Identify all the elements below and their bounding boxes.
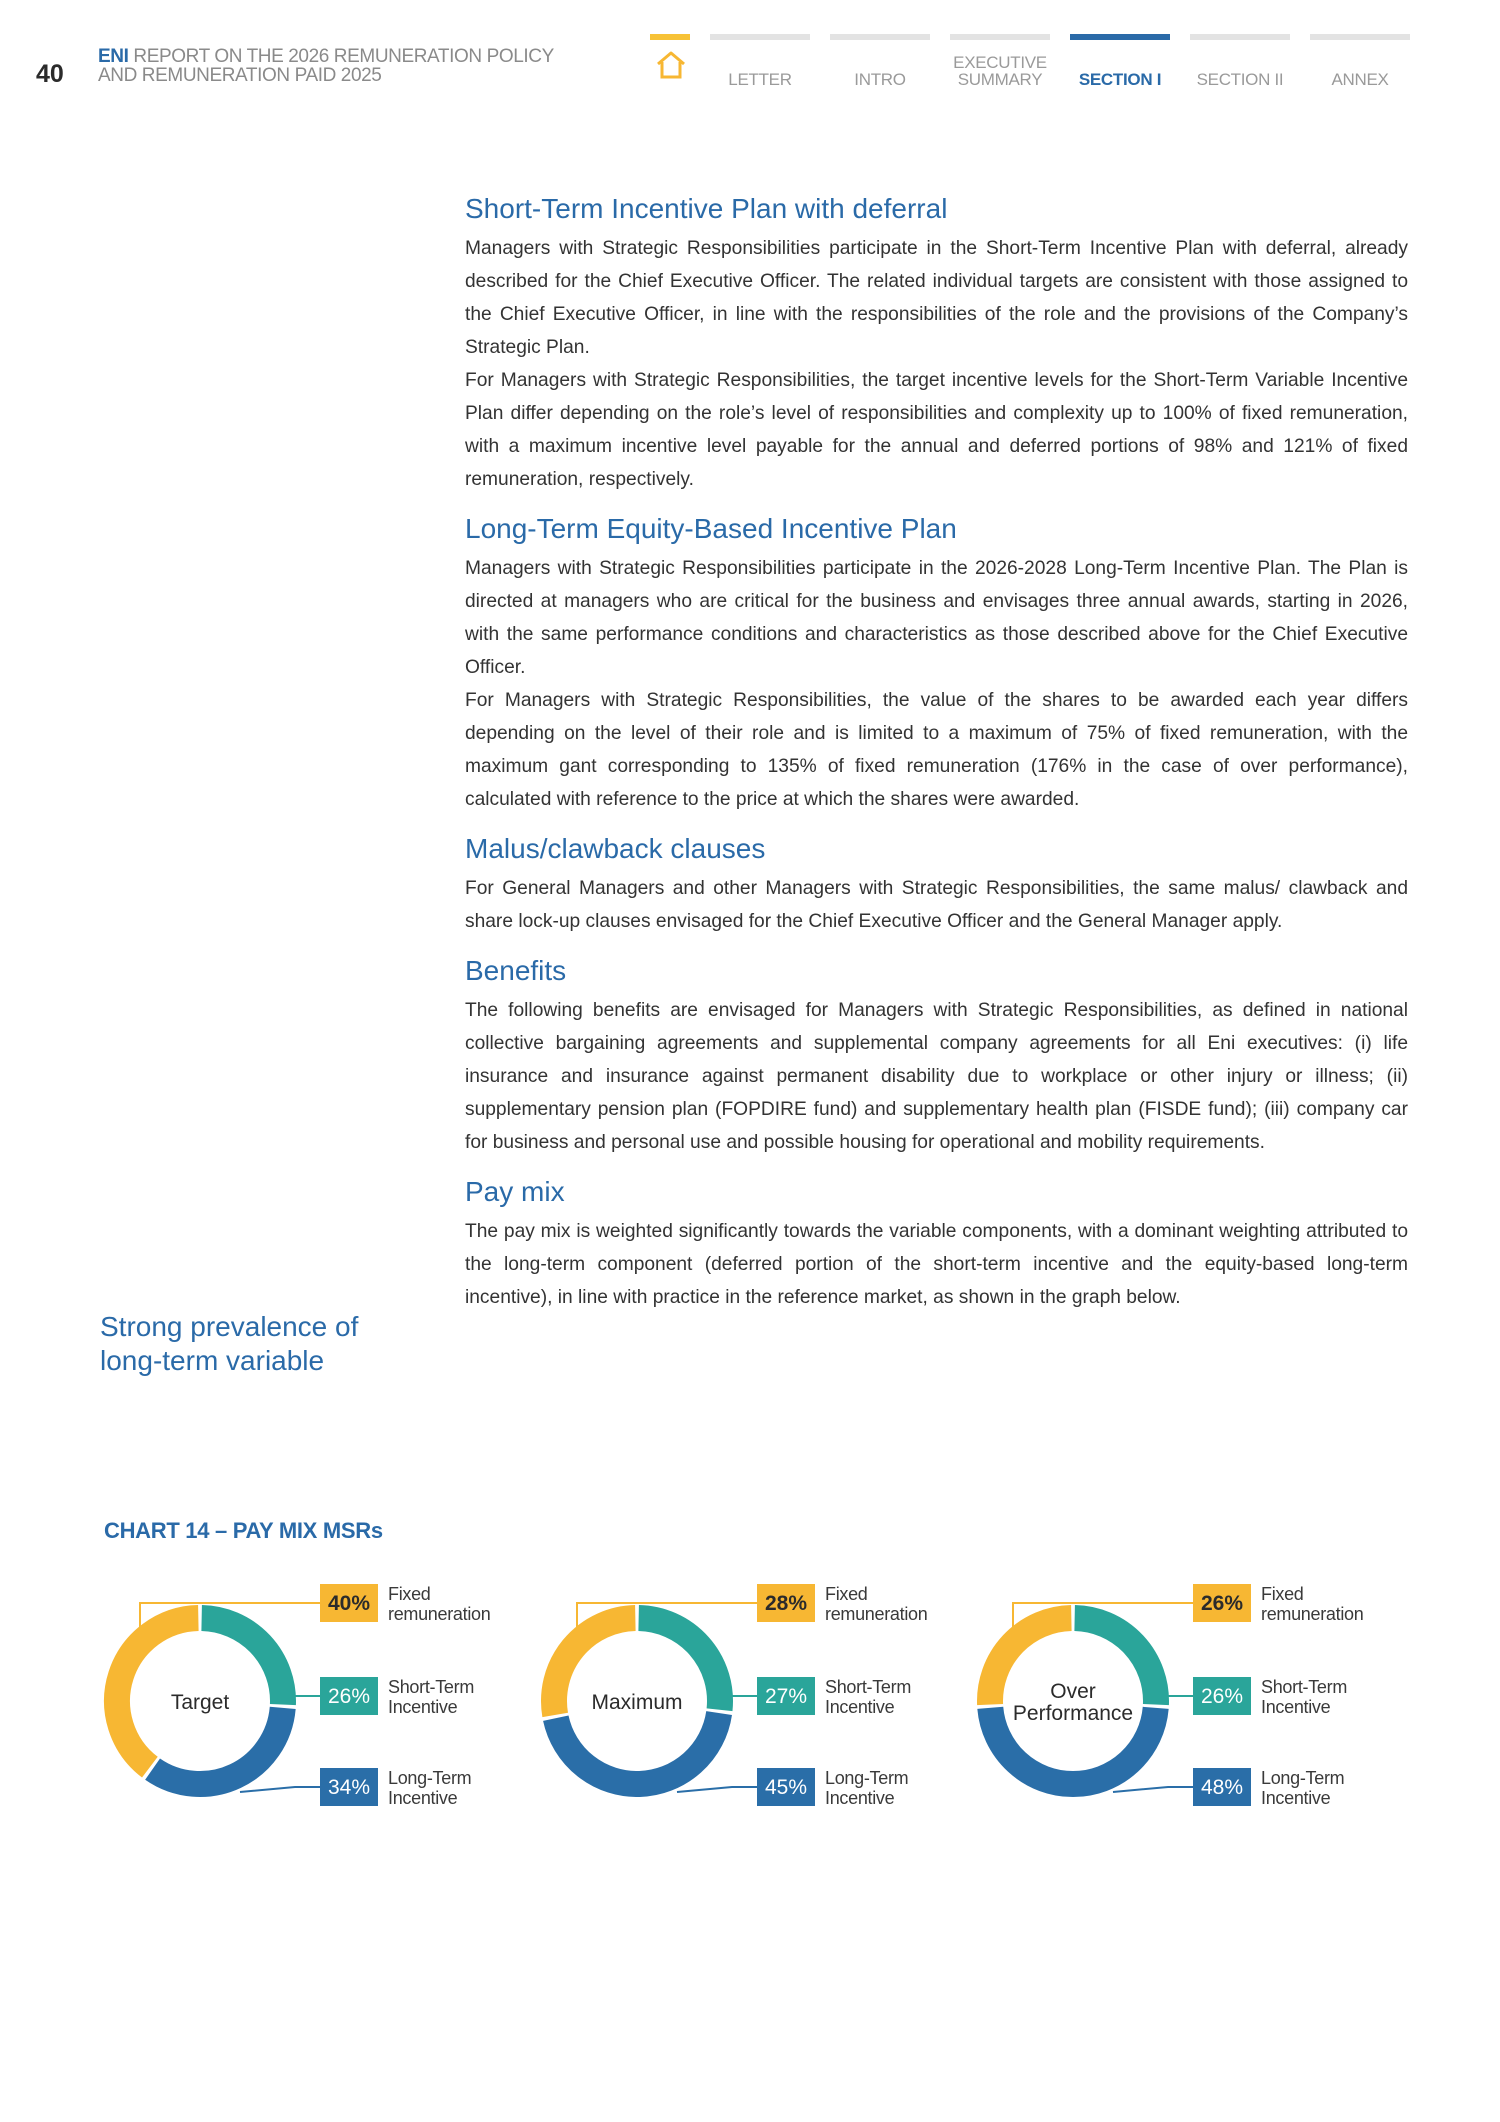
section-heading: Pay mix	[465, 1176, 565, 1207]
section-short-term-incentive	[465, 192, 1408, 496]
nav-intro-label: INTRO	[854, 70, 906, 89]
paragraph: For General Managers and other Managers with Strategic Responsibilities, the same malus/ clawback and share lock-up clauses envisaged for the Chief Executive Officer and the General Manager apply.	[465, 878, 1408, 932]
donut-center-label: Over	[1050, 1680, 1096, 1703]
main-content	[465, 192, 1408, 1330]
nav-home[interactable]	[640, 34, 700, 94]
data-label-fixed: 40%	[327, 1592, 371, 1615]
data-label-short-term: 26%	[1200, 1685, 1244, 1708]
nav-section-1-label: SECTION I	[1078, 70, 1162, 89]
data-label-long-term: 48%	[1200, 1776, 1244, 1799]
data-label-fixed: 28%	[764, 1592, 808, 1615]
category-label-long-term: Incentive	[1261, 1788, 1331, 1808]
nav-section-1[interactable]	[1070, 34, 1170, 94]
paragraph: Managers with Strategic Responsibilities participate in the Short-Term Incentive Plan with deferral, already described for the Chief Executive Officer. The related individual targets are consistent with those assigned to the Chief Executive Officer, in line with the responsibilities of the role and the provisions of the Company’s Strategic Plan.	[465, 238, 1408, 358]
section-heading: Long-Term Equity-Based Incentive Plan	[465, 513, 957, 544]
donut-center-label: Target	[170, 1691, 230, 1714]
section-heading: Short-Term Incentive Plan with deferral	[465, 193, 948, 224]
category-label-fixed: remuneration	[1261, 1604, 1364, 1624]
category-label-short-term: Incentive	[388, 1697, 458, 1717]
section-nav	[640, 34, 1410, 94]
nav-letter-label: LETTER	[728, 70, 792, 89]
section-benefits	[465, 954, 1408, 1159]
category-label-short-term: Short-Term	[388, 1677, 475, 1697]
data-label-long-term: 45%	[764, 1776, 808, 1799]
section-malus-clawback	[465, 832, 1408, 938]
donut-chart-1	[117, 1584, 490, 1808]
paragraph: The pay mix is weighted significantly towards the variable components, with a dominant weighting attributed to the long-term component (deferred portion of the short-term incentive and the equity-based long-term incentive), in line with practice in the reference market, as shown in the graph below.	[465, 1221, 1408, 1308]
data-label-long-term: 34%	[327, 1776, 371, 1799]
category-label-short-term: Short-Term	[1261, 1677, 1348, 1697]
donut-center-label: Performance	[1012, 1702, 1134, 1725]
category-label-fixed: Fixed	[1261, 1584, 1304, 1604]
data-label-short-term: 27%	[764, 1685, 808, 1708]
data-label-fixed: 26%	[1200, 1592, 1244, 1615]
nav-letter[interactable]	[710, 34, 810, 94]
chart-title: CHART 14 – PAY MIX MSRs	[104, 1518, 383, 1543]
section-pay-mix	[465, 1175, 1408, 1314]
donut-chart-2	[554, 1584, 927, 1808]
nav-intro[interactable]	[830, 34, 930, 94]
category-label-short-term: Short-Term	[825, 1677, 912, 1697]
report-title-line1: REPORT ON THE 2026 REMUNERATION POLICY	[133, 46, 554, 67]
nav-executive-summary[interactable]	[950, 34, 1050, 94]
section-long-term-incentive	[465, 512, 1408, 816]
pay-mix-chart	[0, 1540, 1500, 1840]
paragraph: Managers with Strategic Responsibilities participate in the 2026-2028 Long-Term Incentive Plan. The Plan is directed at managers who are critical for the business and envisages three annual awards, starting in 2026, with the same performance conditions and characteristics as those described above for the Chief Executive Officer.	[465, 558, 1408, 678]
leader-line-long-term	[677, 1787, 757, 1792]
nav-section-2[interactable]	[1190, 34, 1290, 94]
nav-annex[interactable]	[1310, 34, 1410, 94]
donut-slice-long-term	[556, 1713, 719, 1784]
nav-annex-label: ANNEX	[1331, 70, 1389, 89]
category-label-long-term: Long-Term	[388, 1768, 472, 1788]
category-label-fixed: remuneration	[825, 1604, 928, 1624]
data-label-short-term: 26%	[327, 1685, 371, 1708]
section-heading: Benefits	[465, 955, 567, 986]
category-label-fixed: Fixed	[825, 1584, 868, 1604]
category-label-long-term: Long-Term	[1261, 1768, 1345, 1788]
report-title-line2: AND REMUNERATION PAID 2025	[98, 65, 382, 86]
nav-exec-line2: SUMMARY	[957, 70, 1043, 89]
category-label-short-term: Incentive	[1261, 1697, 1331, 1717]
category-label-fixed: Fixed	[388, 1584, 431, 1604]
brand-logo-text: ENI	[98, 46, 129, 67]
sidebar-highlight: Strong prevalence of long-term variable	[100, 1311, 359, 1376]
report-title	[98, 47, 554, 85]
section-heading: Malus/clawback clauses	[465, 833, 766, 864]
paragraph: For Managers with Strategic Responsibilities, the value of the shares to be awarded each year differs depending on the level of their role and is limited to a maximum of 75% of fixed remuneration, with the maximum gant corresponding to 135% of fixed remuneration (176% in the case of over performance), calculated with reference to the price at which the shares were awarded.	[465, 690, 1408, 810]
donut-center-label: Maximum	[591, 1691, 683, 1714]
category-label-short-term: Incentive	[825, 1697, 895, 1717]
category-label-long-term: Incentive	[825, 1788, 895, 1808]
page-number: 40	[36, 60, 64, 88]
nav-executive-summary-label	[950, 54, 1050, 88]
leader-line-long-term	[240, 1787, 320, 1792]
donut-chart-3	[990, 1584, 1363, 1808]
category-label-fixed: remuneration	[388, 1604, 491, 1624]
home-icon	[654, 48, 688, 82]
category-label-long-term: Incentive	[388, 1788, 458, 1808]
donut-slice-long-term	[153, 1708, 283, 1784]
paragraph: For Managers with Strategic Responsibilities, the target incentive levels for the Short-Term Variable Incentive Plan differ depending on the role’s level of responsibilities and complexity up to 100% of fixed remuneration, with a maximum incentive level payable for the annual and deferred portions of 98% and 121% of fixed remuneration, respectively.	[465, 370, 1408, 490]
category-label-long-term: Long-Term	[825, 1768, 909, 1788]
paragraph: The following benefits are envisaged for Managers with Strategic Responsibilities, as defined in national collective bargaining agreements and supplemental company agreements for all Eni executives: (i) life insurance and insurance against permanent disability due to workplace or other injury or illness; (ii) supplementary pension plan (FOPDIRE fund) and supplementary health plan (FISDE fund); (iii) company car for business and personal use and possible housing for operational and mobility requirements.	[465, 1000, 1408, 1153]
nav-section-2-label: SECTION II	[1196, 70, 1284, 89]
leader-line-long-term	[1113, 1787, 1193, 1792]
nav-exec-line1: EXECUTIVE	[953, 53, 1047, 72]
